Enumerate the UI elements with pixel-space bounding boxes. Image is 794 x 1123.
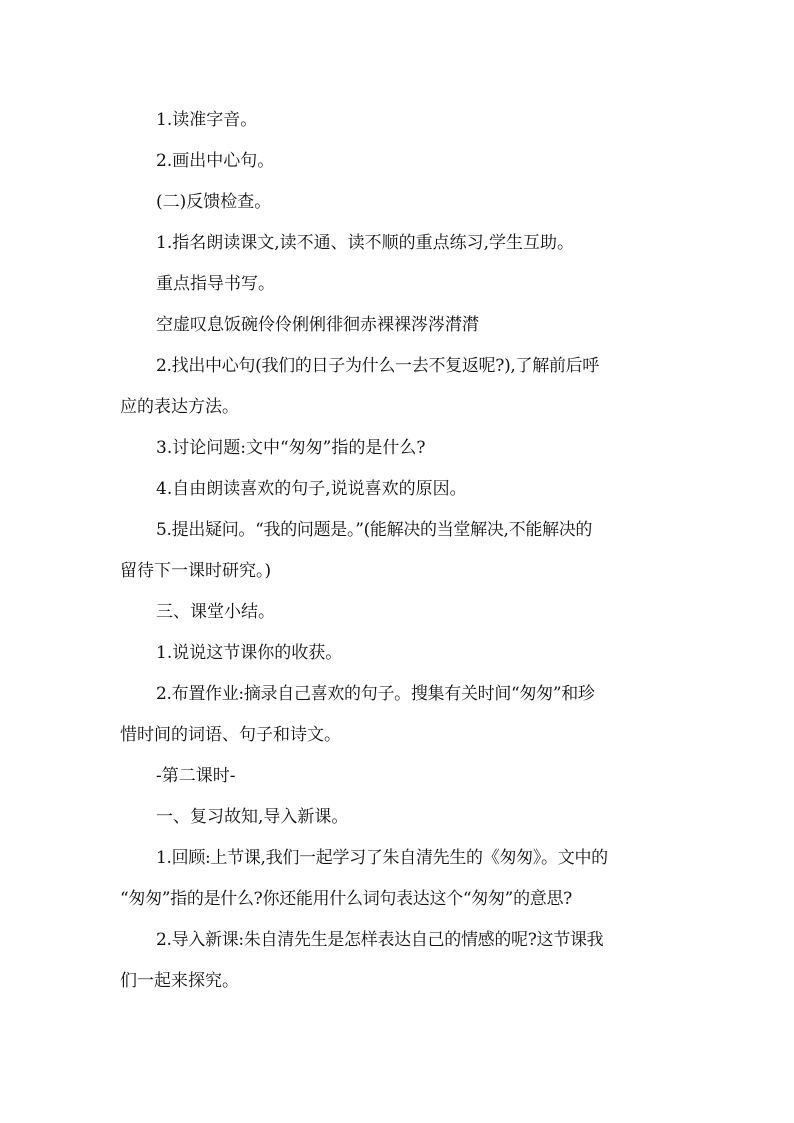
paragraph-continuation: 留待下一课时研究。) [120, 561, 272, 581]
paragraph-line: 3.讨论问题:文中“匆匆”指的是什么? [156, 438, 426, 458]
paragraph-continuation: 应的表达方法。 [120, 397, 239, 417]
vocabulary-line: 空虚叹息饭碗伶伶俐俐徘徊赤裸裸涔涔潸潸 [156, 315, 479, 335]
paragraph-line: 2.布置作业:摘录自己喜欢的句子。搜集有关时间“匆匆”和珍 [156, 684, 595, 704]
paragraph-continuation: 们一起来探究。 [120, 971, 239, 991]
paragraph-line: 1.指名朗读课文,读不通、读不顺的重点练习,学生互助。 [156, 233, 575, 253]
paragraph-continuation: 惜时间的词语、句子和诗文。 [120, 725, 341, 745]
paragraph-line: 1.读准字音。 [156, 110, 258, 130]
paragraph-line: 4.自由朗读喜欢的句子,说说喜欢的原因。 [156, 479, 467, 499]
document-body [120, 100, 676, 1002]
paragraph-line: 1.说说这节课你的收获。 [156, 643, 343, 663]
lesson-heading: -第二课时- [156, 766, 236, 786]
paragraph-continuation: “匆匆”指的是什么?你还能用什么词句表达这个“匆匆”的意思? [120, 889, 572, 909]
paragraph-line: 2.导入新课:朱自清先生是怎样表达自己的情感的呢?这节课我 [156, 930, 604, 950]
section-heading: 三、课堂小结。 [156, 602, 275, 622]
section-heading: 一、复习故知,导入新课。 [156, 807, 349, 827]
section-heading: (二)反馈检查。 [156, 192, 272, 212]
paragraph-line: 5.提出疑问。“我的问题是。”(能解决的当堂解决,不能解决的 [156, 520, 593, 540]
paragraph-line: 重点指导书写。 [156, 274, 275, 294]
paragraph-line: 2.找出中心句(我们的日子为什么一去不复返呢?),了解前后呼 [156, 356, 600, 376]
paragraph-line: 1.回顾:上节课,我们一起学习了朱自清先生的《匆匆》。文中的 [156, 848, 608, 868]
paragraph-line: 2.画出中心句。 [156, 151, 275, 171]
